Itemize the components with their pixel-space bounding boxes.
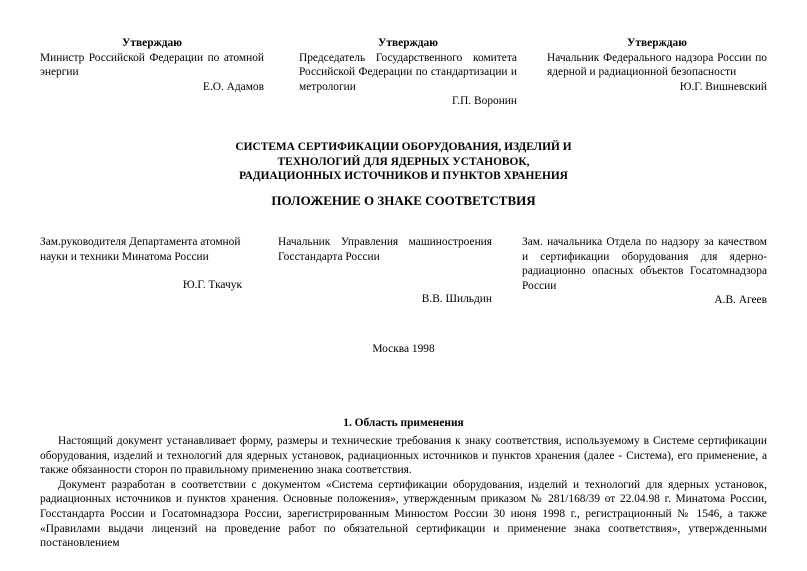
approval-minatom (40, 36, 264, 94)
system-title-line: ТЕХНОЛОГИЙ ДЛЯ ЯДЕРНЫХ УСТАНОВОК, (277, 155, 530, 168)
agreement-position: Начальник Управления машиностроения Госстандарта России (278, 236, 492, 263)
agreement-gosatomnadzor-department (522, 235, 767, 308)
paragraph: Настоящий документ устанавливает форму, размеры и технические требования к знаку соответствия, используемому в Системе сертификации оборудования, изделий и технологий для ядерных установок, радиационных источников и пунктов хранения (далее - Система), его применение, а также обязанности сторон по правильному применению знака соответствия. (40, 435, 767, 477)
approval-heading: Утверждаю (122, 37, 182, 49)
agreement-gosstandart-department (278, 235, 492, 307)
approval-heading: Утверждаю (627, 37, 687, 49)
agreement-position: Зам. начальника Отдела по надзору за качеством и сертификации оборудования для ядерно- радиационно опасных объектов Госатомнадзора России (522, 236, 767, 292)
agreement-position: Зам.руководителя Департамента атомной науки и техники Минатома России (40, 236, 241, 263)
city-year: Москва 1998 (372, 343, 435, 355)
approval-position: Министр Российской Федерации по атомной энергии (40, 51, 264, 79)
system-title-line: СИСТЕМА СЕРТИФИКАЦИИ ОБОРУДОВАНИЯ, ИЗДЕЛИЙ И (235, 141, 572, 153)
section-heading: 1. Область применения (343, 417, 464, 429)
approval-position: Начальник Федерального надзора России по ядерной и радиационной безопасности (547, 51, 767, 79)
approval-gosstandart (299, 36, 517, 109)
agreement-signer: А.В. Агеев (714, 294, 767, 307)
system-title (40, 140, 767, 184)
approval-position: Председатель Государственного комитета Российской Федерации по стандартизации и метрологии (299, 51, 517, 93)
approval-signer: Ю.Г. Вишневский (679, 80, 767, 93)
agreement-signer: Ю.Г. Ткачук (182, 279, 242, 292)
approval-heading: Утверждаю (378, 37, 438, 49)
agreement-signer: В.В. Шильдин (421, 293, 492, 306)
approval-signer: Е.О. Адамов (202, 80, 264, 93)
system-title-line: РАДИАЦИОННЫХ ИСТОЧНИКОВ И ПУНКТОВ ХРАНЕНИЯ (239, 170, 568, 183)
approval-gosatomnadzor (547, 36, 767, 94)
paragraph: Документ разработан в соответствии с документом «Система сертификации оборудования, изделий и технологий для ядерных установок, радиационных источников и пунктов хранения. Основные положения», утвержденным приказом № 281/168/39 от 22.04.98 г. Минатома России, Госстандарта России и Госатомнадзора России, зарегистрированным Минюстом России 30 июня 1998 г., регистрационный № 1546, а также «Правилами выдачи лицензий на проведение работ по обязательной сертификации и применение знака соответствия», утвержденными постановлением (40, 478, 767, 550)
document-title: ПОЛОЖЕНИЕ О ЗНАКЕ СООТВЕТСТВИЯ (271, 193, 536, 208)
agreement-minatom-department (40, 235, 242, 293)
section-body (40, 434, 767, 551)
approval-signer: Г.П. Воронин (451, 95, 517, 108)
